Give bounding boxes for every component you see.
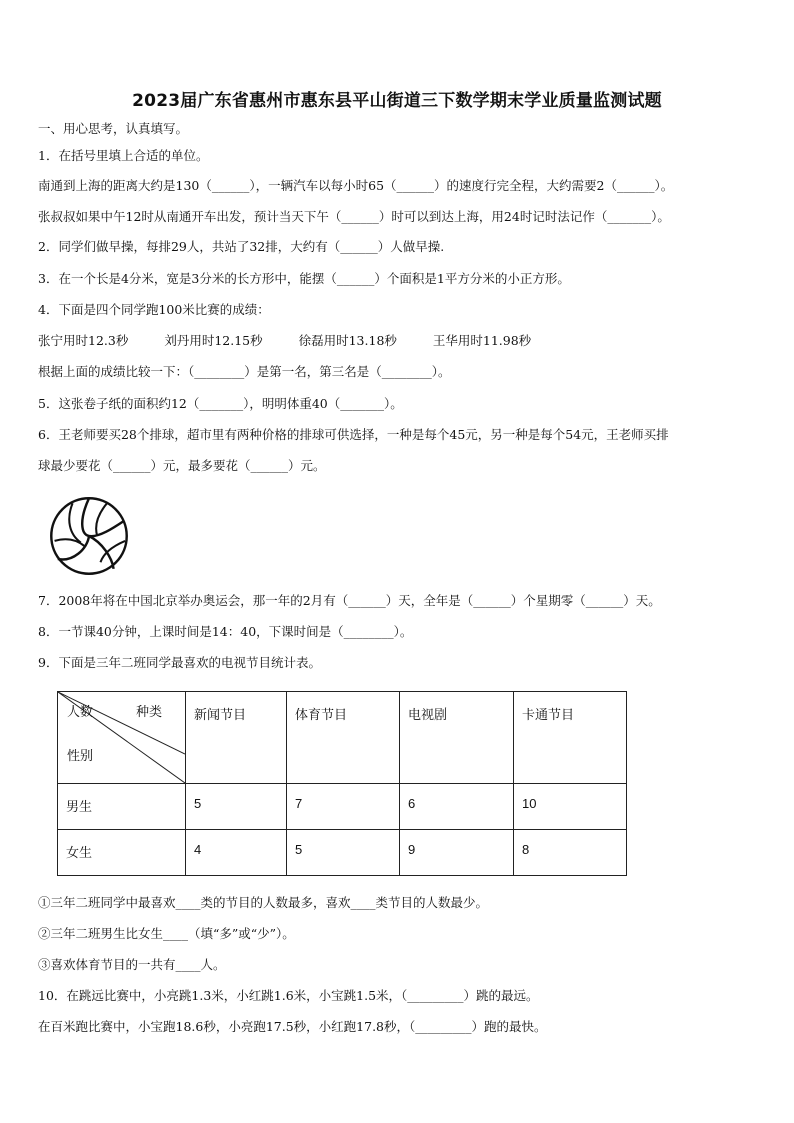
row-label: 女生 — [58, 830, 186, 876]
q10-line-b: 在百米跑比赛中，小宝跑18.6秒，小亮跑17.5秒，小红跑17.8秒，（_________）跑的最快。 — [38, 1019, 547, 1034]
result-item: 徐磊用时13.18秒 — [298, 333, 397, 348]
q1-line-b: 张叔叔如果中午12时从南通开车出发，预计当天下午（______）时可以到达上海，用24时记时法记作（_______）。 — [38, 209, 670, 224]
q2: 2．同学们做早操，每排29人，共站了32排，大约有（______）人做早操. — [38, 239, 445, 254]
result-item: 王华用时11.98秒 — [432, 333, 532, 348]
corner-label-gender: 性别 — [67, 748, 94, 763]
table-cell: 6 — [400, 784, 514, 830]
q8: 8．一节课40分钟，上课时间是14：40，下课时间是（________）。 — [38, 624, 413, 639]
q9-stem: 9．下面是三年二班同学最喜欢的电视节目统计表。 — [38, 655, 321, 670]
row-label: 男生 — [58, 784, 186, 830]
table-header: 卡通节目 — [514, 692, 627, 784]
q6-line1: 6．王老师要买28个排球，超市里有两种价格的排球可供选择，一种是每个45元，另一种是每个54元，王老师买排 — [38, 427, 669, 442]
table-cell: 9 — [400, 830, 514, 876]
table-header: 电视剧 — [400, 692, 514, 784]
table-cell: 5 — [186, 784, 287, 830]
q5: 5．这张卷子纸的面积约12（_______），明明体重40（_______）。 — [38, 396, 403, 411]
table-header: 体育节目 — [287, 692, 400, 784]
table-cell: 7 — [287, 784, 400, 830]
stats-table — [57, 691, 627, 876]
table-header: 新闻节目 — [186, 692, 287, 784]
table-cell: 4 — [186, 830, 287, 876]
table-cell: 8 — [514, 830, 627, 876]
corner-cell — [58, 692, 186, 784]
page-title: 2023届广东省惠州市惠东县平山街道三下数学期末学业质量监测试题 — [132, 91, 662, 111]
q1-stem: 1．在括号里填上合适的单位。 — [38, 148, 209, 163]
q9-sub1: ①三年二班同学中最喜欢____类的节目的人数最多，喜欢____类节目的人数最少。 — [38, 895, 489, 910]
result-item: 刘丹用时12.15秒 — [164, 333, 263, 348]
volleyball-image — [48, 495, 130, 577]
section-heading: 一、用心思考，认真填写。 — [38, 121, 189, 136]
q9-sub2: ②三年二班男生比女生____（填“多”或“少”）。 — [38, 926, 295, 941]
table-row — [58, 784, 627, 830]
q1-line-a: 南通到上海的距离大约是130（______），一辆汽车以每小时65（______）的速度行完全程，大约需要2（______）。 — [38, 178, 674, 193]
corner-label-count: 人数 — [67, 704, 94, 719]
q9-sub3: ③喜欢体育节目的一共有____人。 — [38, 957, 226, 972]
q4-stem: 4．下面是四个同学跑100米比赛的成绩： — [38, 302, 270, 317]
q7: 7．2008年将在中国北京举办奥运会，那一年的2月有（______）天，全年是（______）个星期零（______）天。 — [38, 593, 661, 608]
table-row — [58, 830, 627, 876]
result-item: 张宁用时12.3秒 — [38, 333, 129, 348]
table-cell: 5 — [287, 830, 400, 876]
q10-line-a: 10．在跳远比赛中，小亮跳1.3米，小红跳1.6米，小宝跳1.5米，（_________）跳的最远。 — [38, 988, 539, 1003]
table-cell: 10 — [514, 784, 627, 830]
corner-label-type: 种类 — [136, 704, 163, 719]
q6-line2: 球最少要花（______）元，最多要花（______）元。 — [38, 458, 326, 473]
q4-ask: 根据上面的成绩比较一下：（________）是第一名，第三名是（________）。 — [38, 364, 451, 379]
q4-results — [38, 333, 531, 349]
q3: 3．在一个长是4分米，宽是3分米的长方形中，能摆（______）个面积是1平方分米的小正方形。 — [38, 271, 570, 286]
